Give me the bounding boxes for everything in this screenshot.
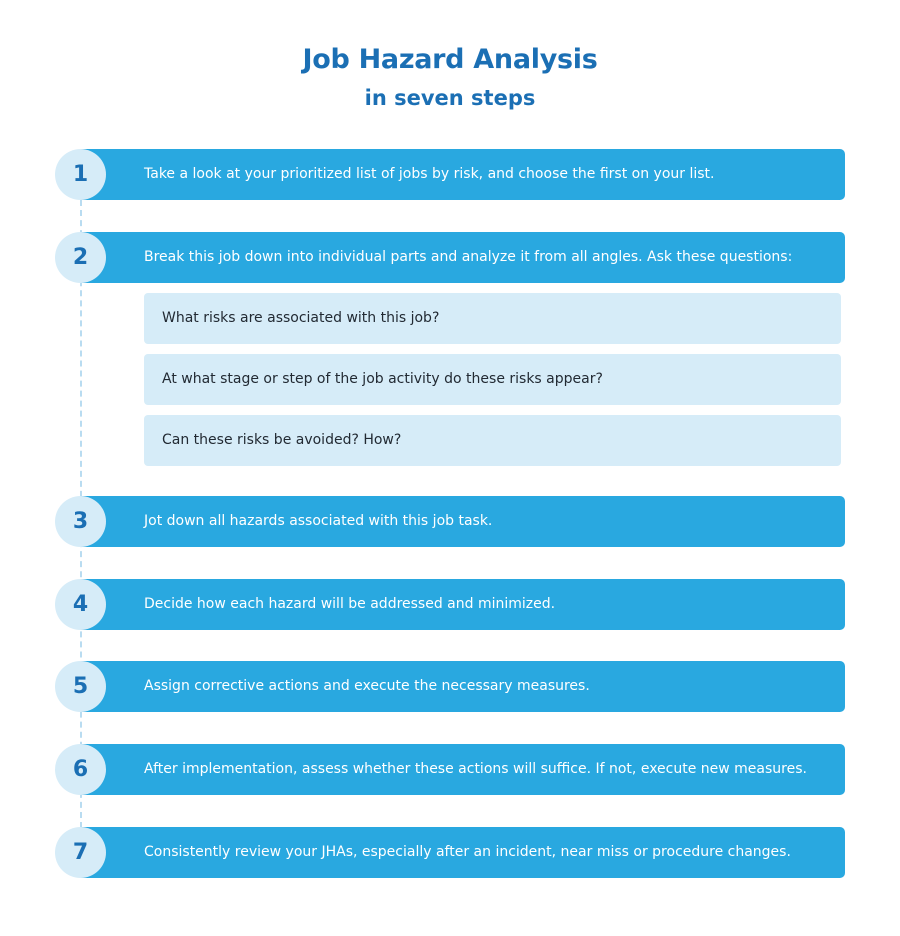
question-text-3: Can these risks be avoided? How? xyxy=(162,432,402,448)
step-bar-7 xyxy=(81,827,845,878)
step-number-badge-1: 1 xyxy=(55,149,106,200)
step-text-3: Jot down all hazards associated with this job task. xyxy=(144,513,493,529)
step-bar-5 xyxy=(81,661,845,712)
page-title: Job Hazard Analysis xyxy=(302,44,598,75)
step-text-7: Consistently review your JHAs, especially after an incident, near miss or procedure changes. xyxy=(144,844,791,860)
step-bar-6 xyxy=(81,744,845,795)
step-text-2: Break this job down into individual parts and analyze it from all angles. Ask these questions: xyxy=(144,249,793,265)
step-number-badge-5: 5 xyxy=(55,661,106,712)
question-text-2: At what stage or step of the job activity do these risks appear? xyxy=(162,371,603,387)
step-number-badge-6: 6 xyxy=(55,744,106,795)
step-bar-1 xyxy=(81,149,845,200)
step-number-badge-3: 3 xyxy=(55,496,106,547)
step-bar-2 xyxy=(81,232,845,283)
step-text-1: Take a look at your prioritized list of jobs by risk, and choose the first on your list. xyxy=(144,166,715,182)
step-text-6: After implementation, assess whether these actions will suffice. If not, execute new measures. xyxy=(144,761,807,777)
question-box-1 xyxy=(144,293,841,344)
question-box-2 xyxy=(144,354,841,405)
step-number-badge-4: 4 xyxy=(55,579,106,630)
question-text-1: What risks are associated with this job? xyxy=(162,310,440,326)
step-text-5: Assign corrective actions and execute the necessary measures. xyxy=(144,678,590,694)
page-subtitle: in seven steps xyxy=(364,86,536,110)
step-bar-3 xyxy=(81,496,845,547)
step-bar-4 xyxy=(81,579,845,630)
step-number-badge-7: 7 xyxy=(55,827,106,878)
question-box-3 xyxy=(144,415,841,466)
step-text-4: Decide how each hazard will be addressed and minimized. xyxy=(144,596,556,612)
step-number-badge-2: 2 xyxy=(55,232,106,283)
